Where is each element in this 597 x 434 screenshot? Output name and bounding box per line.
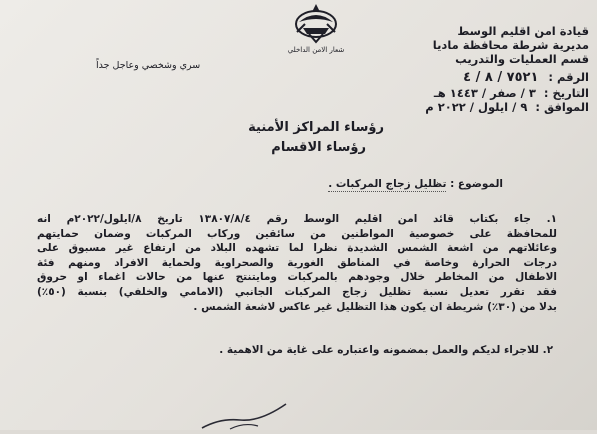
reference-value: ٧٥٢١ / ٨ / ٤ [463,70,539,85]
hijri-date-value: ٣ / صفر / ١٤٤٣ هـ [433,86,536,100]
paragraph-2: ٢. للاجراء لديكم والعمل بمضمونه واعتباره على غاية من الاهمية . [219,344,553,356]
issuer-line-2: مديرية شرطة محافظة ماديا [432,38,589,52]
issuer-line-3: قسم العمليات والتدريب [455,52,589,66]
paragraph-1-line: فقد تقرر تعديل نسبة تظليل زجاج المركبات الجانبي (الامامي والخلفي) بنسبة (٥٠٪) [37,285,557,298]
hijri-date-label: التاريخ : [543,86,589,100]
reference-label: الرقم : [548,70,589,84]
handwritten-signature-icon [200,400,290,430]
gregorian-date-row [425,100,589,114]
subject-label: الموضوع : [450,178,503,190]
paragraph-1-line: ١. جاء بكتاب قائد امن اقليم الوسط رقم ١٣٨٠٧/٨/٤ تاريخ ٨/ايلول/٢٠٢٢م انه [37,213,557,225]
recipients-line-2: رؤساء الاقسام [271,140,366,155]
issuer-line-1: قيادة امن اقليم الوسط [457,24,589,38]
paragraph-1-line: الاطفال من المخاطر خلال وجودهم بالمركبات ومايتنتج عنها من حالات اغماء او حروق [37,271,557,284]
classification-note: سري وشخصي وعاجل جداً [96,60,201,71]
recipients-line-1: رؤساء المراكز الأمنية [248,120,384,135]
hijri-date-row [434,86,589,100]
reference-row [463,70,589,85]
paragraph-1-line: بدلا من (٣٠٪) شريطة ان يكون هذا التظليل غير عاكس لاشعة الشمس . [193,300,557,313]
gregorian-date-value: ٩ / ايلول / ٢٠٢٢ م [425,100,528,114]
emblem-caption: شعار الامن الداخلي [287,46,345,54]
paragraph-1-line: وعائلاتهم من اشعة الشمس الشديدة نظرا لما تشهده البلاد من ارتفاع غير مسبوق على [37,242,557,255]
paragraph-1 [37,212,557,314]
gregorian-date-label: الموافق : [535,100,589,114]
paragraph-1-line: درجات الحرارة وخاصة في المناطق الغورية والصحراوية ولحماية الافراد ومنهم فئة [37,256,557,269]
subject-line [328,178,503,190]
paragraph-1-line: للمحافظة على خصوصية المواطنين من سائقين وركاب المركبات وضمان حمايتهم [37,227,557,240]
subject-value: تظليل زجاج المركبات . [328,178,447,190]
ministry-emblem-icon [287,2,345,52]
